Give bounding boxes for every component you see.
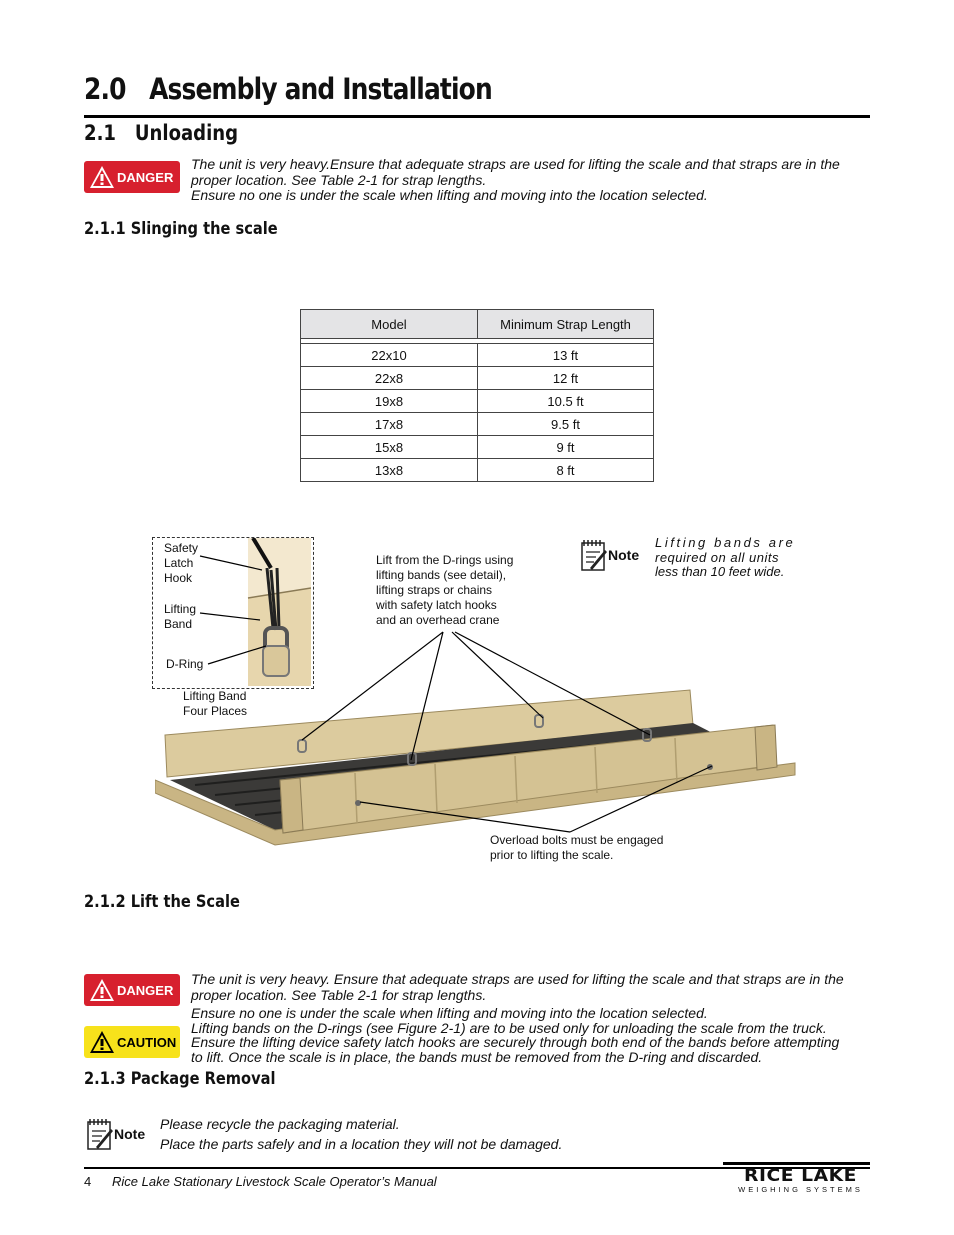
subsection-title-unloading: 2.1 Unloading: [84, 121, 239, 145]
danger-label: DANGER: [117, 982, 174, 998]
table-cell: 13 ft: [478, 344, 654, 367]
table-cell: 15x8: [301, 436, 478, 459]
danger-line: Ensure no one is under the scale when lifting and moving into the location selected.: [191, 187, 708, 203]
danger-text-2: [191, 972, 844, 1022]
note-label: Note: [608, 547, 640, 563]
footer-logo-rule: [723, 1162, 870, 1165]
table-cell: 9.5 ft: [478, 413, 654, 436]
callout-line: lifting straps or chains: [376, 583, 493, 597]
manual-title: Rice Lake Stationary Livestock Scale Operator’s Manual: [112, 1174, 437, 1189]
table-cell: 13x8: [301, 459, 478, 482]
note-line: Please recycle the packaging material.: [160, 1116, 400, 1132]
overload-bolts-callout: [490, 833, 663, 863]
danger-line: The unit is very heavy. Ensure that adequate straps are used for lifting the scale and that straps are in the: [191, 971, 844, 987]
table-cell: 8 ft: [478, 459, 654, 482]
danger-line: proper location. See Table 2-1 for strap lengths.: [191, 986, 487, 1003]
callout-line: lifting bands (see detail),: [376, 568, 507, 582]
danger-badge: [84, 974, 180, 1006]
note-line: less than 10 feet wide.: [655, 564, 785, 579]
logo-main-text: RICE LAKE: [744, 1166, 857, 1186]
package-note-text: [160, 1114, 562, 1154]
note-label: Note: [114, 1126, 146, 1142]
table-cell: 17x8: [301, 413, 478, 436]
rice-lake-logo: [731, 1166, 870, 1194]
label-line: Lifting: [164, 602, 197, 616]
section-title: 2.0 Assembly and Installation: [84, 72, 492, 106]
danger-label: DANGER: [117, 169, 174, 185]
label-line: Hook: [164, 571, 193, 585]
table-cell: 22x10: [301, 344, 478, 367]
logo-sub-text: WEIGHING SYSTEMS: [738, 1185, 863, 1194]
table-header-model: Model: [301, 310, 478, 339]
callout-line: Overload bolts must be engaged: [490, 833, 664, 847]
warning-triangle-icon: [89, 1030, 115, 1054]
label-line: Lifting Band: [183, 689, 247, 703]
caution-text: [191, 1021, 839, 1064]
danger-line: proper location. See Table 2-1 for strap lengths.: [191, 171, 487, 188]
caution-line: Lifting bands on the D-rings (see Figure 2-1) are to be used only for unloading the scale from the truck.: [191, 1020, 827, 1036]
note-pad-icon: [86, 1117, 114, 1151]
note-line: Place the parts safely and in a location they will not be damaged.: [160, 1136, 563, 1152]
table-cell: 10.5 ft: [478, 390, 654, 413]
label-line: Safety: [164, 541, 199, 555]
label-line: Latch: [164, 556, 194, 570]
table-cell: 12 ft: [478, 367, 654, 390]
subsubsection-title-package: 2.1.3 Package Removal: [84, 1069, 276, 1089]
warning-triangle-icon: [89, 978, 115, 1002]
callout-line: prior to lifting the scale.: [490, 848, 614, 862]
caution-badge: [84, 1026, 180, 1058]
caution-line: to lift. Once the scale is in place, the bands must be removed from the D-ring and discarded.: [191, 1048, 763, 1065]
package-note-badge: [86, 1117, 145, 1151]
callout-line: with safety latch hooks: [376, 598, 497, 612]
danger-line: Ensure no one is under the scale when lifting and moving into the location selected.: [191, 1005, 708, 1021]
danger-line: The unit is very heavy.Ensure that adequate straps are used for lifting the scale and that straps are in the: [191, 156, 840, 172]
caution-label: CAUTION: [117, 1034, 177, 1050]
callout-line: Lift from the D-rings using: [376, 553, 514, 567]
subsubsection-title-slinging: 2.1.1 Slinging the scale: [84, 219, 278, 239]
label-line: Band: [164, 617, 193, 631]
subsubsection-title-lift: 2.1.2 Lift the Scale: [84, 892, 240, 912]
callout-line: and an overhead crane: [376, 613, 500, 627]
table-cell: 9 ft: [478, 436, 654, 459]
d-ring-label: D-Ring: [166, 657, 204, 671]
table-cell: 22x8: [301, 367, 478, 390]
table-cell: 19x8: [301, 390, 478, 413]
label-line: Four Places: [183, 704, 248, 718]
note-line: Lifting bands are: [655, 535, 796, 550]
table-header-length: Minimum Strap Length: [478, 310, 654, 339]
page-number: 4: [84, 1174, 92, 1189]
note-line: required on all units: [655, 549, 779, 565]
caution-line: Ensure the lifting device safety latch hooks are securely through both end of the bands before attempting: [191, 1034, 840, 1051]
